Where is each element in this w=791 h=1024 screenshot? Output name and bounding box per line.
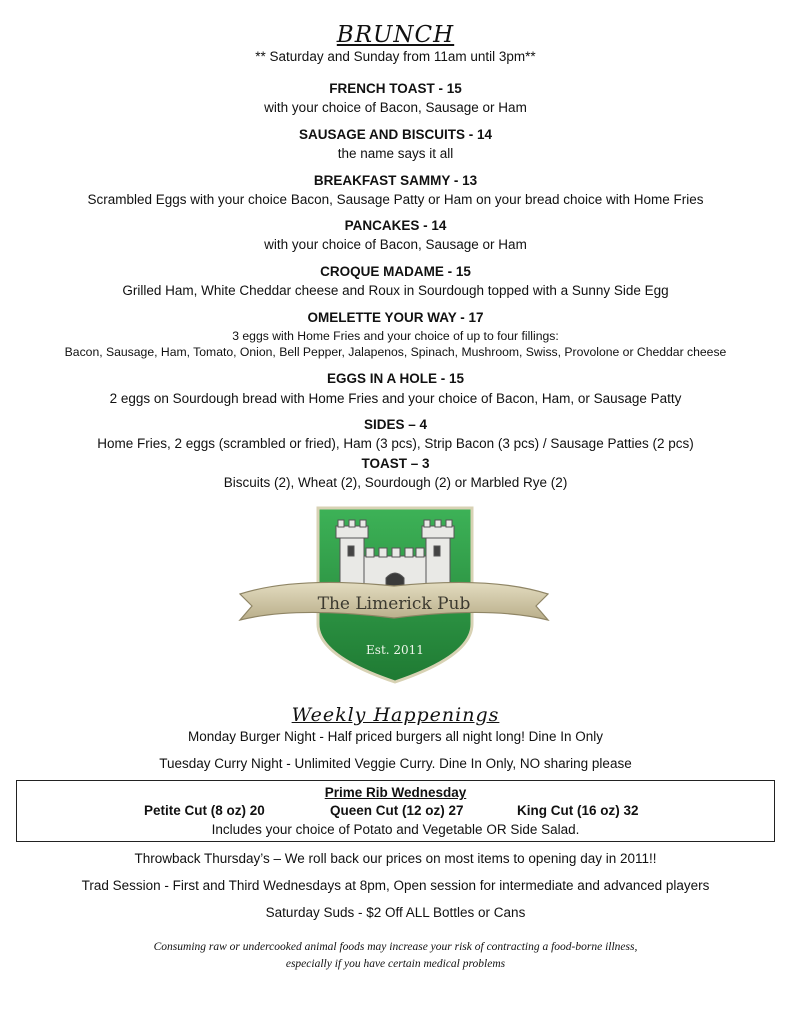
queen-cut: Queen Cut (12 oz) 27 [330, 803, 464, 818]
limerick-pub-logo [236, 506, 552, 684]
prime-rib-title: Prime Rib Wednesday [324, 785, 467, 800]
brunch-title: BRUNCH [336, 22, 455, 48]
weekly-happenings-title: Weekly Happenings [291, 704, 500, 726]
menu-item-title: CROQUE MADAME - 15 [320, 264, 471, 279]
brunch-hours: ** Saturday and Sunday from 11am until 3pm** [255, 49, 536, 64]
menu-item-desc: Grilled Ham, White Cheddar cheese and Roux in Sourdough topped with a Sunny Side Egg [122, 283, 669, 298]
thursday-special: Throwback Thursday’s – We roll back our prices on most items to opening day in 2011!! [134, 851, 657, 866]
prime-rib-includes: Includes your choice of Potato and Vegetable OR Side Salad. [211, 822, 580, 837]
menu-item-desc: 3 eggs with Home Fries and your choice of up to four fillings: [232, 329, 559, 343]
menu-item-title: SAUSAGE AND BISCUITS - 14 [298, 127, 493, 142]
menu-item-desc: Biscuits (2), Wheat (2), Sourdough (2) or Marbled Rye (2) [223, 475, 568, 490]
menu-item-title: TOAST – 3 [361, 456, 430, 471]
health-warning-line1: Consuming raw or undercooked animal foods may increase your risk of contracting a food-borne illness, [153, 941, 638, 953]
menu-item-desc: with your choice of Bacon, Sausage or Ham [264, 100, 527, 115]
monday-special: Monday Burger Night - Half priced burgers all night long! Dine In Only [188, 729, 603, 744]
logo-name: The Limerick Pub [317, 594, 471, 614]
trad-session: Trad Session - First and Third Wednesdays at 8pm, Open session for intermediate and advanced players [81, 878, 710, 893]
menu-item-title: FRENCH TOAST - 15 [329, 81, 462, 96]
menu-item-title: BREAKFAST SAMMY - 13 [313, 173, 478, 188]
menu-item-desc: Scrambled Eggs with your choice Bacon, Sausage Patty or Ham on your bread choice with Home Fries [87, 192, 704, 207]
king-cut: King Cut (16 oz) 32 [517, 803, 639, 818]
menu-item-fillings: Bacon, Sausage, Ham, Tomato, Onion, Bell Pepper, Jalapenos, Spinach, Mushroom, Swiss, Provolone or Cheddar cheese [64, 345, 727, 359]
menu-item-title: PANCAKES - 14 [344, 218, 447, 233]
health-warning-line2: especially if you have certain medical problems [285, 958, 506, 970]
menu-item-desc: with your choice of Bacon, Sausage or Ham [264, 237, 527, 252]
menu-item-desc: the name says it all [337, 146, 454, 161]
petite-cut: Petite Cut (8 oz) 20 [144, 803, 265, 818]
menu-item-desc: Home Fries, 2 eggs (scrambled or fried), Ham (3 pcs), Strip Bacon (3 pcs) / Sausage Patties (2 pcs) [97, 436, 694, 451]
menu-item-desc: 2 eggs on Sourdough bread with Home Fries and your choice of Bacon, Ham, or Sausage Patty [109, 391, 682, 406]
tuesday-special: Tuesday Curry Night - Unlimited Veggie Curry. Dine In Only, NO sharing please [159, 756, 632, 771]
menu-item-title: EGGS IN A HOLE - 15 [326, 371, 465, 386]
logo-est: Est. 2011 [366, 643, 424, 657]
menu-item-title: OMELETTE YOUR WAY - 17 [307, 310, 484, 325]
saturday-special: Saturday Suds - $2 Off ALL Bottles or Cans [265, 905, 526, 920]
menu-item-title: SIDES – 4 [363, 417, 428, 432]
